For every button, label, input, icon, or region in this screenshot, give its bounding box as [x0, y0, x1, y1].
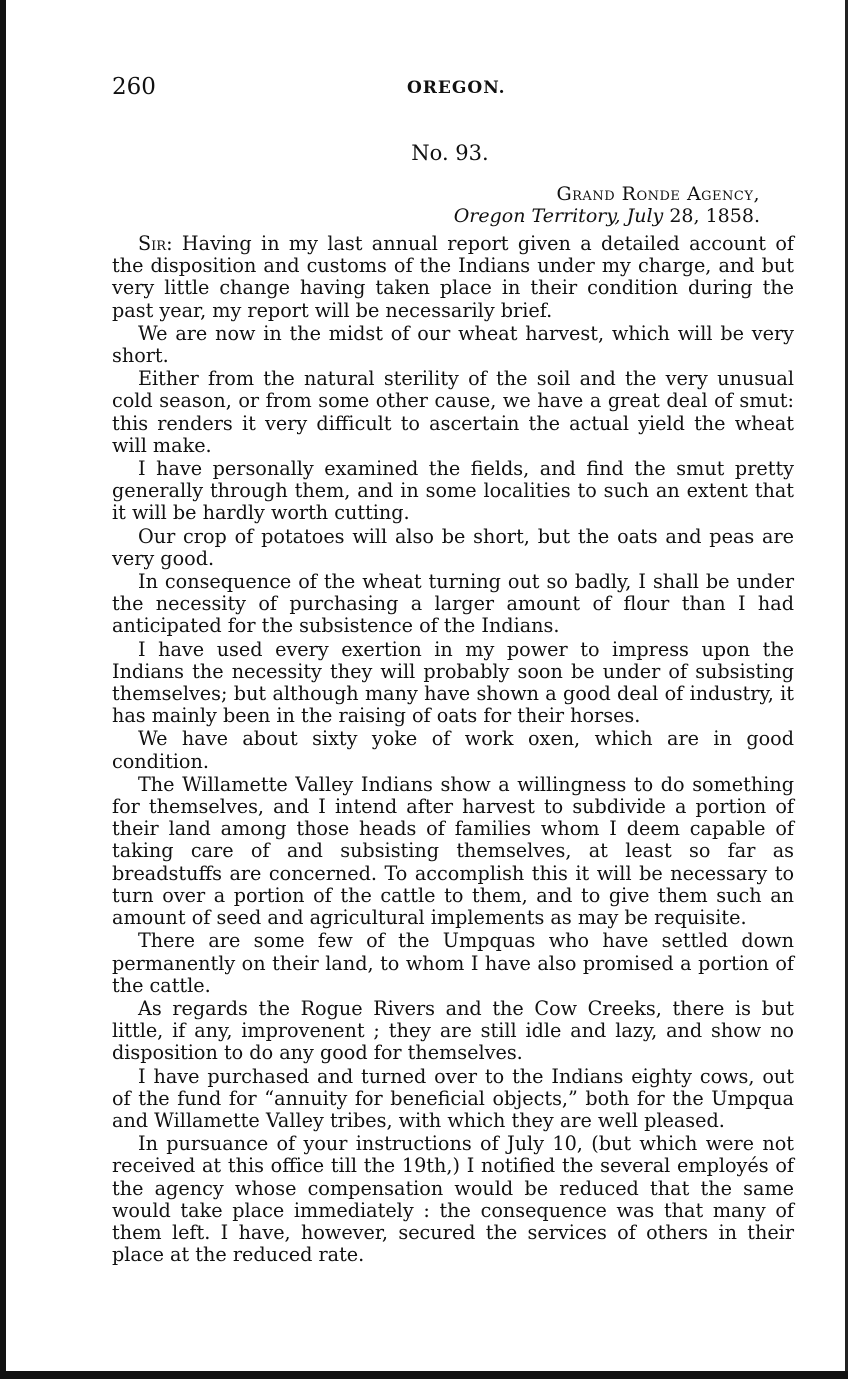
- paragraph: I have used every exertion in my power to impress upon the Indians the necessity they will probably soon be under of subsisting themselves; but although many have shown a good deal of industry, it has mainly been in the raising of oats for their horses.: [112, 637, 794, 728]
- paragraph: In pursuance of your instructions of July 10, (but which were not received at this office till the 19th,) I notified the several employés of the agency whose compensation would be reduced that the same would take place immediately : the consequence was that many of them left. I have, however, secured the services of others in their place at the reduced rate.: [112, 1132, 794, 1267]
- dateline-place: Oregon Territory, July: [453, 205, 664, 227]
- paragraph: I have purchased and turned over to the Indians eighty cows, out of the fund for “annuity for beneficial objects,” both for the Umpqua and Willamette Valley tribes, with which they are well pleased.: [112, 1064, 794, 1132]
- page-header: [112, 74, 802, 104]
- paragraph: The Willamette Valley Indians show a willingness to do something for themselves, and I intend after harvest to subdivide a portion of their land among those heads of families whom I deem capable of taking care of and subsisting themselves, at least so far as breadstuffs are concerned. To accomplish this it will be necessary to turn over a portion of the cattle to them, and to give them such an amount of seed and agricultural implements as may be requisite.: [112, 772, 794, 930]
- paragraph: I have personally examined the fields, and find the smut pretty generally through them, and in some localities to such an extent that it will be hardly worth cutting.: [112, 457, 794, 525]
- running-head: OREGON.: [407, 78, 506, 98]
- paragraph: We are now in the midst of our wheat harvest, which will be very short.: [112, 321, 794, 368]
- page-border-left: [0, 0, 6, 1379]
- dateline-agency: Grand Ronde Agency,: [556, 183, 760, 205]
- paragraph: We have about sixty yoke of work oxen, which are in good condition.: [112, 727, 794, 773]
- paragraph: Our crop of potatoes will also be short, but the oats and peas are very good.: [112, 524, 794, 570]
- salutation: Sir: [138, 232, 167, 255]
- paragraph: In consequence of the wheat turning out so badly, I shall be under the necessity of purchasing a larger amount of flour than I had anticipated for the subsistence of the Indians.: [112, 570, 794, 638]
- page-border-bottom: [0, 1371, 848, 1379]
- document-number: No. 93.: [411, 141, 489, 165]
- paragraph: There are some few of the Umpquas who have settled down permanently on their land, to whom I have also promised a portion of the cattle.: [112, 929, 794, 997]
- dateline-date: 28, 1858.: [663, 205, 760, 227]
- paragraph: As regards the Rogue Rivers and the Cow Creeks, there is but little, if any, improvenent ; they are still idle and lazy, and show no disposition to do any good for themselves.: [112, 996, 794, 1065]
- letter-body: [112, 233, 794, 1267]
- page-number: 260: [112, 74, 156, 100]
- paragraph: Sir: Having in my last annual report given a detailed account of the disposition and customs of the Indians under my charge, and but very little change having taken place in their condition during the past year, my report will be necessarily brief.: [112, 232, 794, 322]
- paragraph: Either from the natural sterility of the soil and the very unusual cold season, or from some other cause, we have a great deal of smut: this renders it very difficult to ascertain the actual yield the wheat will make.: [112, 367, 794, 457]
- dateline-place-date: [454, 205, 760, 227]
